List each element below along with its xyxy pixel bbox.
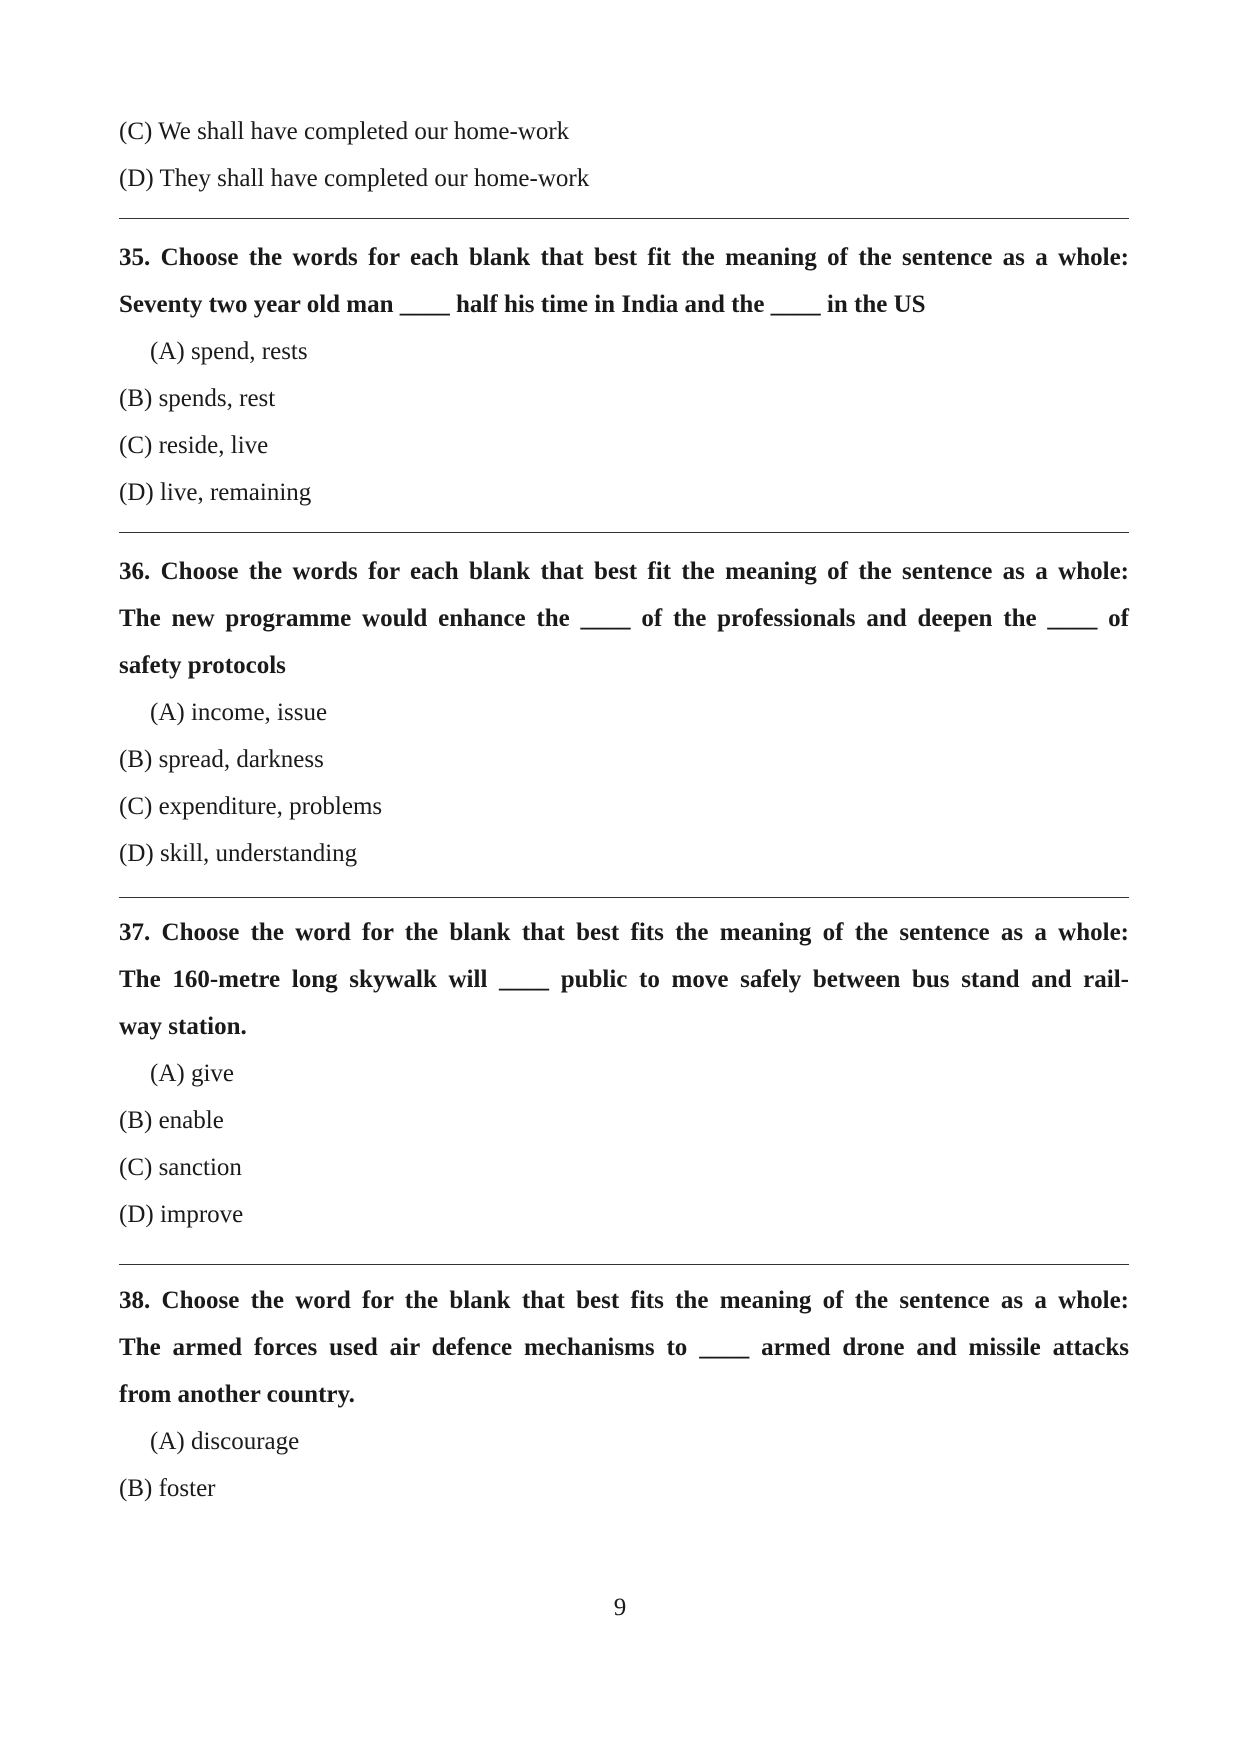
q37-option-c: (C) sanction <box>119 1154 242 1181</box>
q35-stem: 35. Choose the words for each blank that best fit the meaning of the sentence as a whole: <box>119 244 1129 271</box>
q34-option-c: (C) We shall have completed our home-work <box>119 118 570 145</box>
q36-option-d: (D) skill, understanding <box>119 840 358 867</box>
question-page <box>119 108 1129 1512</box>
q38-stem: 38. Choose the word for the blank that best fits the meaning of the sentence as a whole: <box>119 1287 1129 1314</box>
q37-option-b: (B) enable <box>119 1107 224 1134</box>
q36-option-c: (C) expenditure, problems <box>119 793 383 820</box>
q35-sentence: Seventy two year old man ____ half his time in India and the ____ in the US <box>119 291 926 318</box>
q35-option-a: (A) spend, rests <box>150 338 308 365</box>
q36-sentence-line1: The new programme would enhance the ____ of the professionals and deepen the ____ of <box>119 605 1129 632</box>
q35-option-b: (B) spends, rest <box>119 385 276 412</box>
q34-option-d: (D) They shall have completed our home-work <box>119 165 590 192</box>
q38-sentence-line1: The armed forces used air defence mechanisms to ____ armed drone and missile attacks <box>119 1334 1129 1361</box>
q36-option-b: (B) spread, darkness <box>119 746 324 773</box>
q36-sentence-line2: safety protocols <box>119 652 286 679</box>
q38-option-b: (B) foster <box>119 1475 216 1502</box>
q37-option-d: (D) improve <box>119 1201 244 1228</box>
q38-option-a: (A) discourage <box>150 1428 300 1455</box>
q35-option-c: (C) reside, live <box>119 432 269 459</box>
q37-stem: 37. Choose the word for the blank that best fits the meaning of the sentence as a whole: <box>119 919 1129 946</box>
q37-option-a: (A) give <box>150 1060 234 1087</box>
q36-stem: 36. Choose the words for each blank that best fit the meaning of the sentence as a whole: <box>119 558 1129 585</box>
q36-option-a: (A) income, issue <box>150 699 328 726</box>
q37-sentence-line1: The 160-metre long skywalk will ____ public to move safely between bus stand and rail- <box>119 966 1129 993</box>
q35-option-d: (D) live, remaining <box>119 479 312 506</box>
q38-sentence-line2: from another country. <box>119 1381 355 1408</box>
q37-sentence-line2: way station. <box>119 1013 247 1040</box>
page-number: 9 <box>613 1594 627 1621</box>
